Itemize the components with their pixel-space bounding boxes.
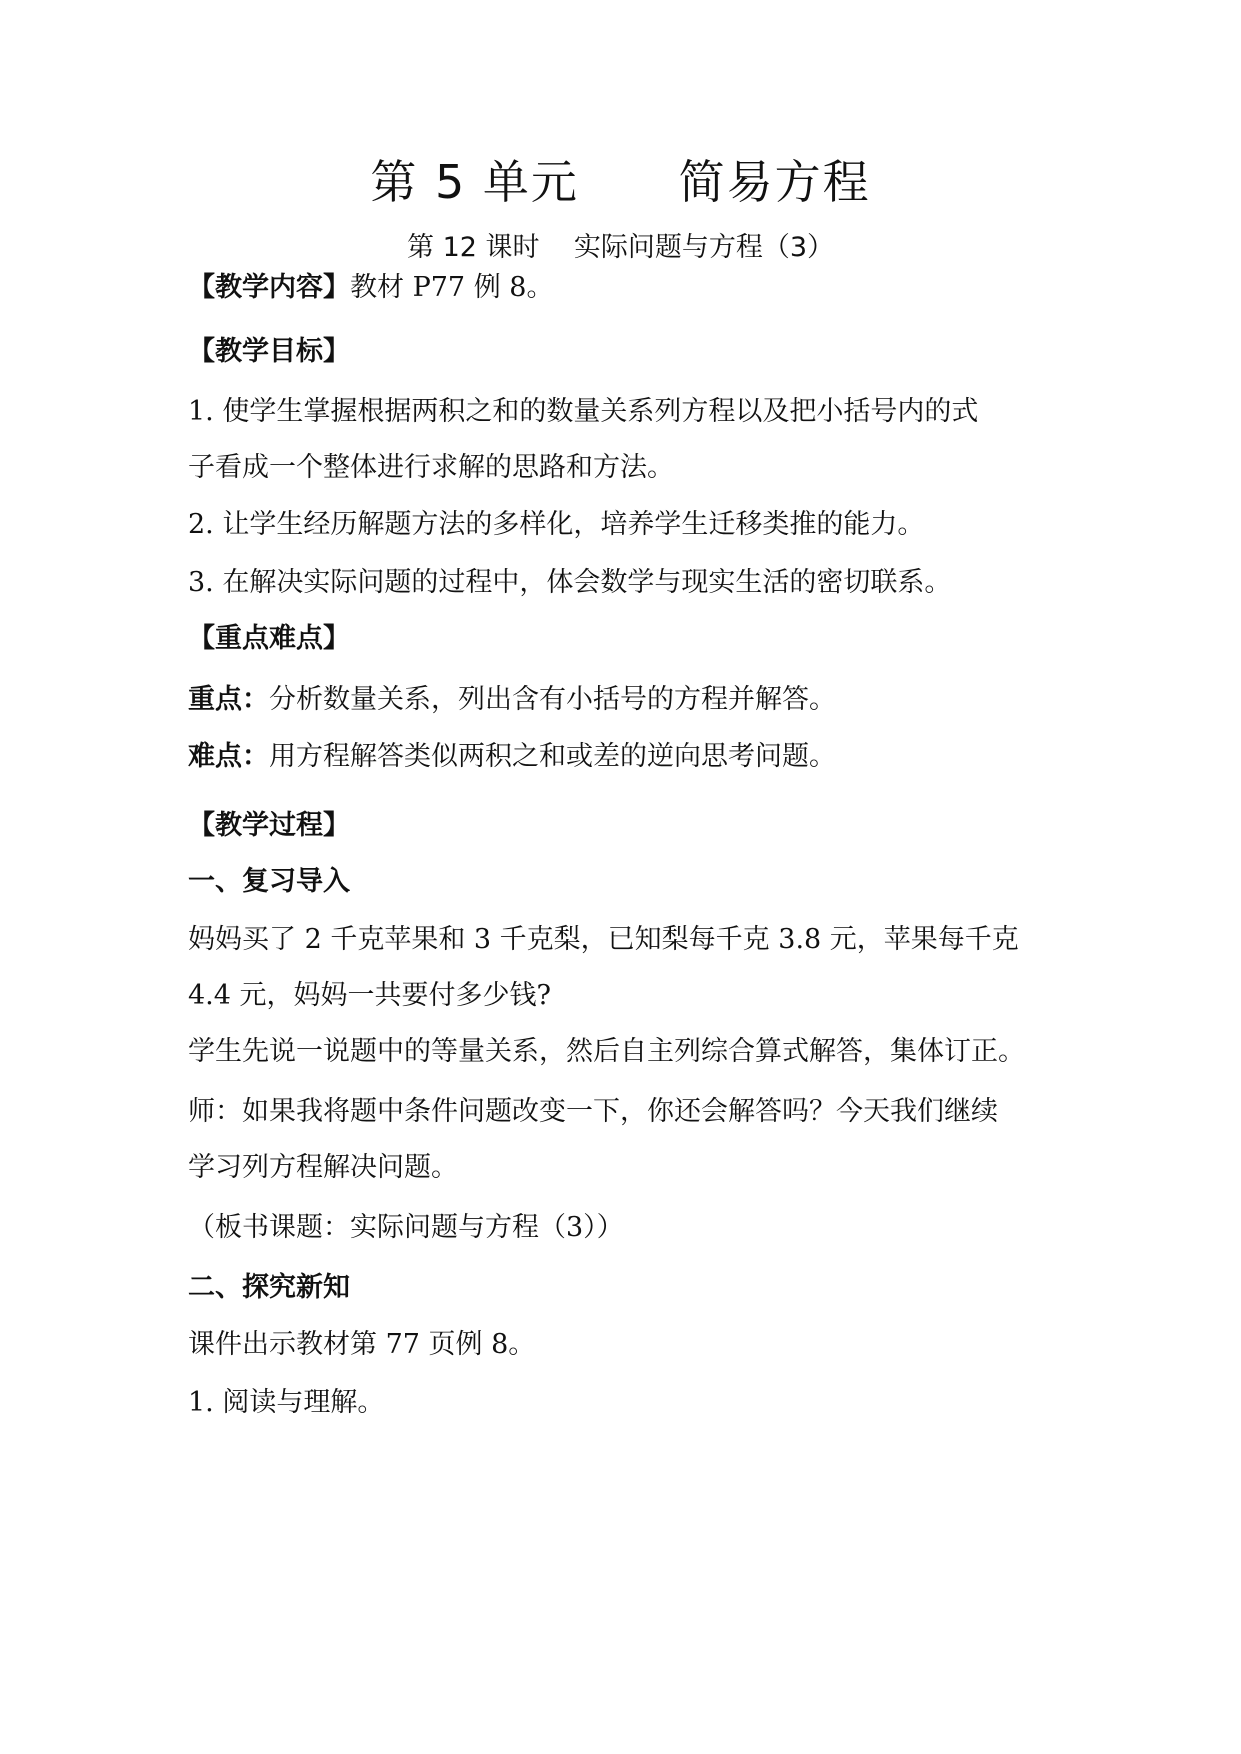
review-paragraph-line: 学生先说一说题中的等量关系，然后自主列综合算式解答，集体订正。 bbox=[188, 1036, 1025, 1067]
objective-line: 2. 让学生经历解题方法的多样化，培养学生迁移类推的能力。 bbox=[188, 509, 925, 540]
explore-paragraph-line: 1. 阅读与理解。 bbox=[188, 1387, 385, 1418]
board-title-line: （板书课题：实际问题与方程（3）） bbox=[188, 1212, 624, 1243]
key-point-line bbox=[188, 680, 1068, 720]
process-heading: 【教学过程】 bbox=[188, 810, 350, 841]
objective-line: 1. 使学生掌握根据两积之和的数量关系列方程以及把小括号内的式 bbox=[188, 396, 979, 427]
objectives-heading: 【教学目标】 bbox=[188, 336, 350, 367]
section-review-heading: 一、复习导入 bbox=[188, 866, 350, 897]
review-paragraph-line: 4.4 元，妈妈一共要付多少钱? bbox=[188, 980, 551, 1011]
teaching-content-line bbox=[188, 268, 1068, 308]
teaching-content-label: 【教学内容】 bbox=[188, 272, 350, 303]
section-explore-heading: 二、探究新知 bbox=[188, 1272, 350, 1303]
keypoints-heading: 【重点难点】 bbox=[188, 623, 350, 654]
difficulty-text: 用方程解答类似两积之和或差的逆向思考问题。 bbox=[269, 741, 836, 772]
objective-line: 子看成一个整体进行求解的思路和方法。 bbox=[188, 452, 674, 483]
teaching-content-text: 教材 P77 例 8。 bbox=[350, 272, 554, 303]
review-paragraph-line: 师：如果我将题中条件问题改变一下，你还会解答吗？今天我们继续 bbox=[188, 1096, 998, 1127]
review-paragraph-line: 学习列方程解决问题。 bbox=[188, 1152, 458, 1183]
objective-line: 3. 在解决实际问题的过程中，体会数学与现实生活的密切联系。 bbox=[188, 567, 952, 598]
key-point-text: 分析数量关系，列出含有小括号的方程并解答。 bbox=[269, 684, 836, 715]
difficulty-label: 难点： bbox=[188, 741, 269, 772]
key-point-label: 重点： bbox=[188, 684, 269, 715]
review-paragraph-line: 妈妈买了 2 千克苹果和 3 千克梨，已知梨每千克 3.8 元，苹果每千克 bbox=[188, 924, 1019, 955]
difficulty-line bbox=[188, 737, 1068, 777]
explore-paragraph-line: 课件出示教材第 77 页例 8。 bbox=[188, 1329, 536, 1360]
unit-title: 第 5 单元 简易方程 bbox=[370, 155, 871, 209]
lesson-subtitle: 第 12 课时 实际问题与方程（3） bbox=[406, 232, 835, 263]
